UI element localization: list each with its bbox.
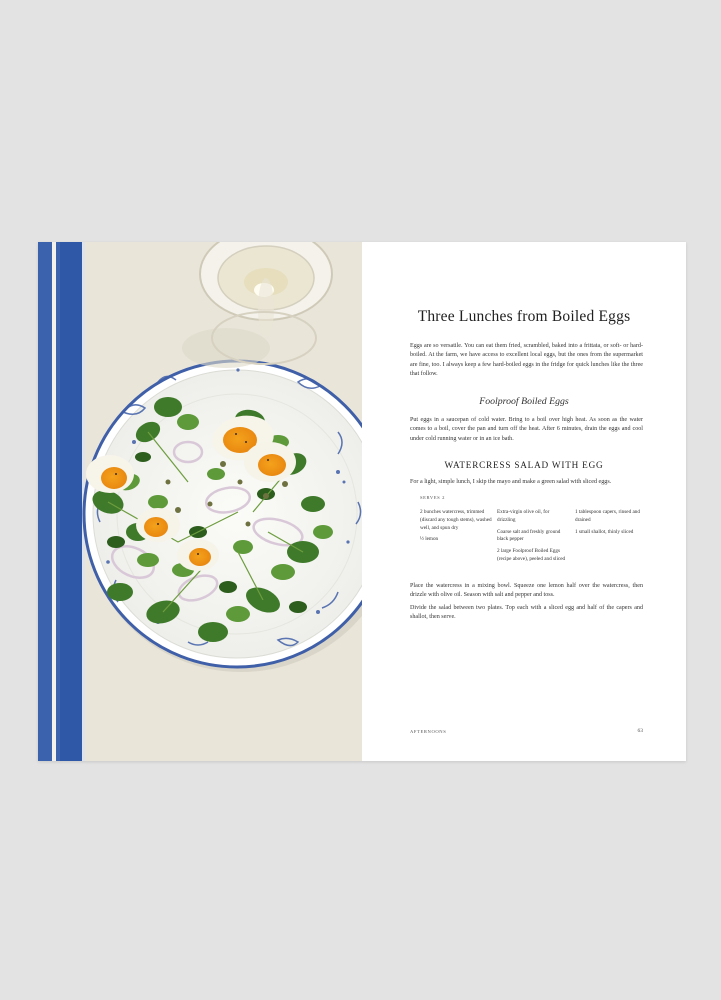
watercress-intro: For a light, simple lunch, I skip the mayo and make a green salad with sliced eggs. — [410, 479, 612, 485]
ingredient-item: Extra-virgin olive oil, for drizzling — [497, 509, 550, 523]
page-number: 63 — [637, 728, 643, 734]
recipe-page — [362, 242, 686, 761]
ingredient-item: 2 bunches watercress, trimmed (discard any tough stems), washed well, and spun dry — [420, 509, 492, 531]
recipe-title-boiled-eggs: Foolproof Boiled Eggs — [479, 396, 569, 407]
section-footer: AFTERNOONS — [410, 729, 447, 734]
salad-photo — [38, 242, 362, 761]
ingredients-column-1 — [420, 509, 492, 548]
ingredients-column-2 — [497, 509, 569, 568]
book-spread — [38, 242, 686, 761]
intro-paragraph: Eggs are so versatile. You can eat them fried, scrambled, baked into a frittata, or soft- or hard-boiled. At the farm, we have access to excellent local eggs, but the ones from the supermarket are fine, too. I always keep a few hard-boiled eggs in the fridge for quick lunches like the three that follow. — [410, 343, 643, 377]
ingredient-item: 1 tablespoon capers, rinsed and drained — [575, 509, 640, 523]
towel-stripe — [38, 242, 52, 761]
ingredient-item: 2 large Foolproof Boiled Eggs (recipe above), peeled and sliced — [497, 548, 566, 562]
salad-photo-illustration — [38, 242, 362, 761]
page-title: Three Lunches from Boiled Eggs — [417, 308, 631, 325]
ingredient-item: ½ lemon — [420, 536, 439, 543]
ingredient-item: 1 small shallot, thinly sliced — [575, 528, 634, 535]
method-step-1: Place the watercress in a mixing bowl. Squeeze one lemon half over the watercress, then drizzle with olive oil. Season with salt and pepper and toss. — [410, 583, 643, 599]
ingredients-column-3 — [575, 509, 643, 540]
recipe-title-watercress-salad: WATERCRESS SALAD WITH EGG — [444, 460, 604, 470]
serves-label: SERVES 2 — [420, 495, 445, 500]
ingredient-item: Coarse salt and freshly ground black pepper — [497, 528, 561, 543]
method-step-2: Divide the salad between two plates. Top each with a sliced egg and half of the capers and shallot, then serve. — [410, 605, 643, 621]
boiled-eggs-instructions: Put eggs in a saucepan of cold water. Bring to a boil over high heat. As soon as the water comes to a boil, cover the pan and turn off the heat. After 6 minutes, drain the eggs and cool under cold running water or in an ice bath. — [410, 417, 643, 442]
